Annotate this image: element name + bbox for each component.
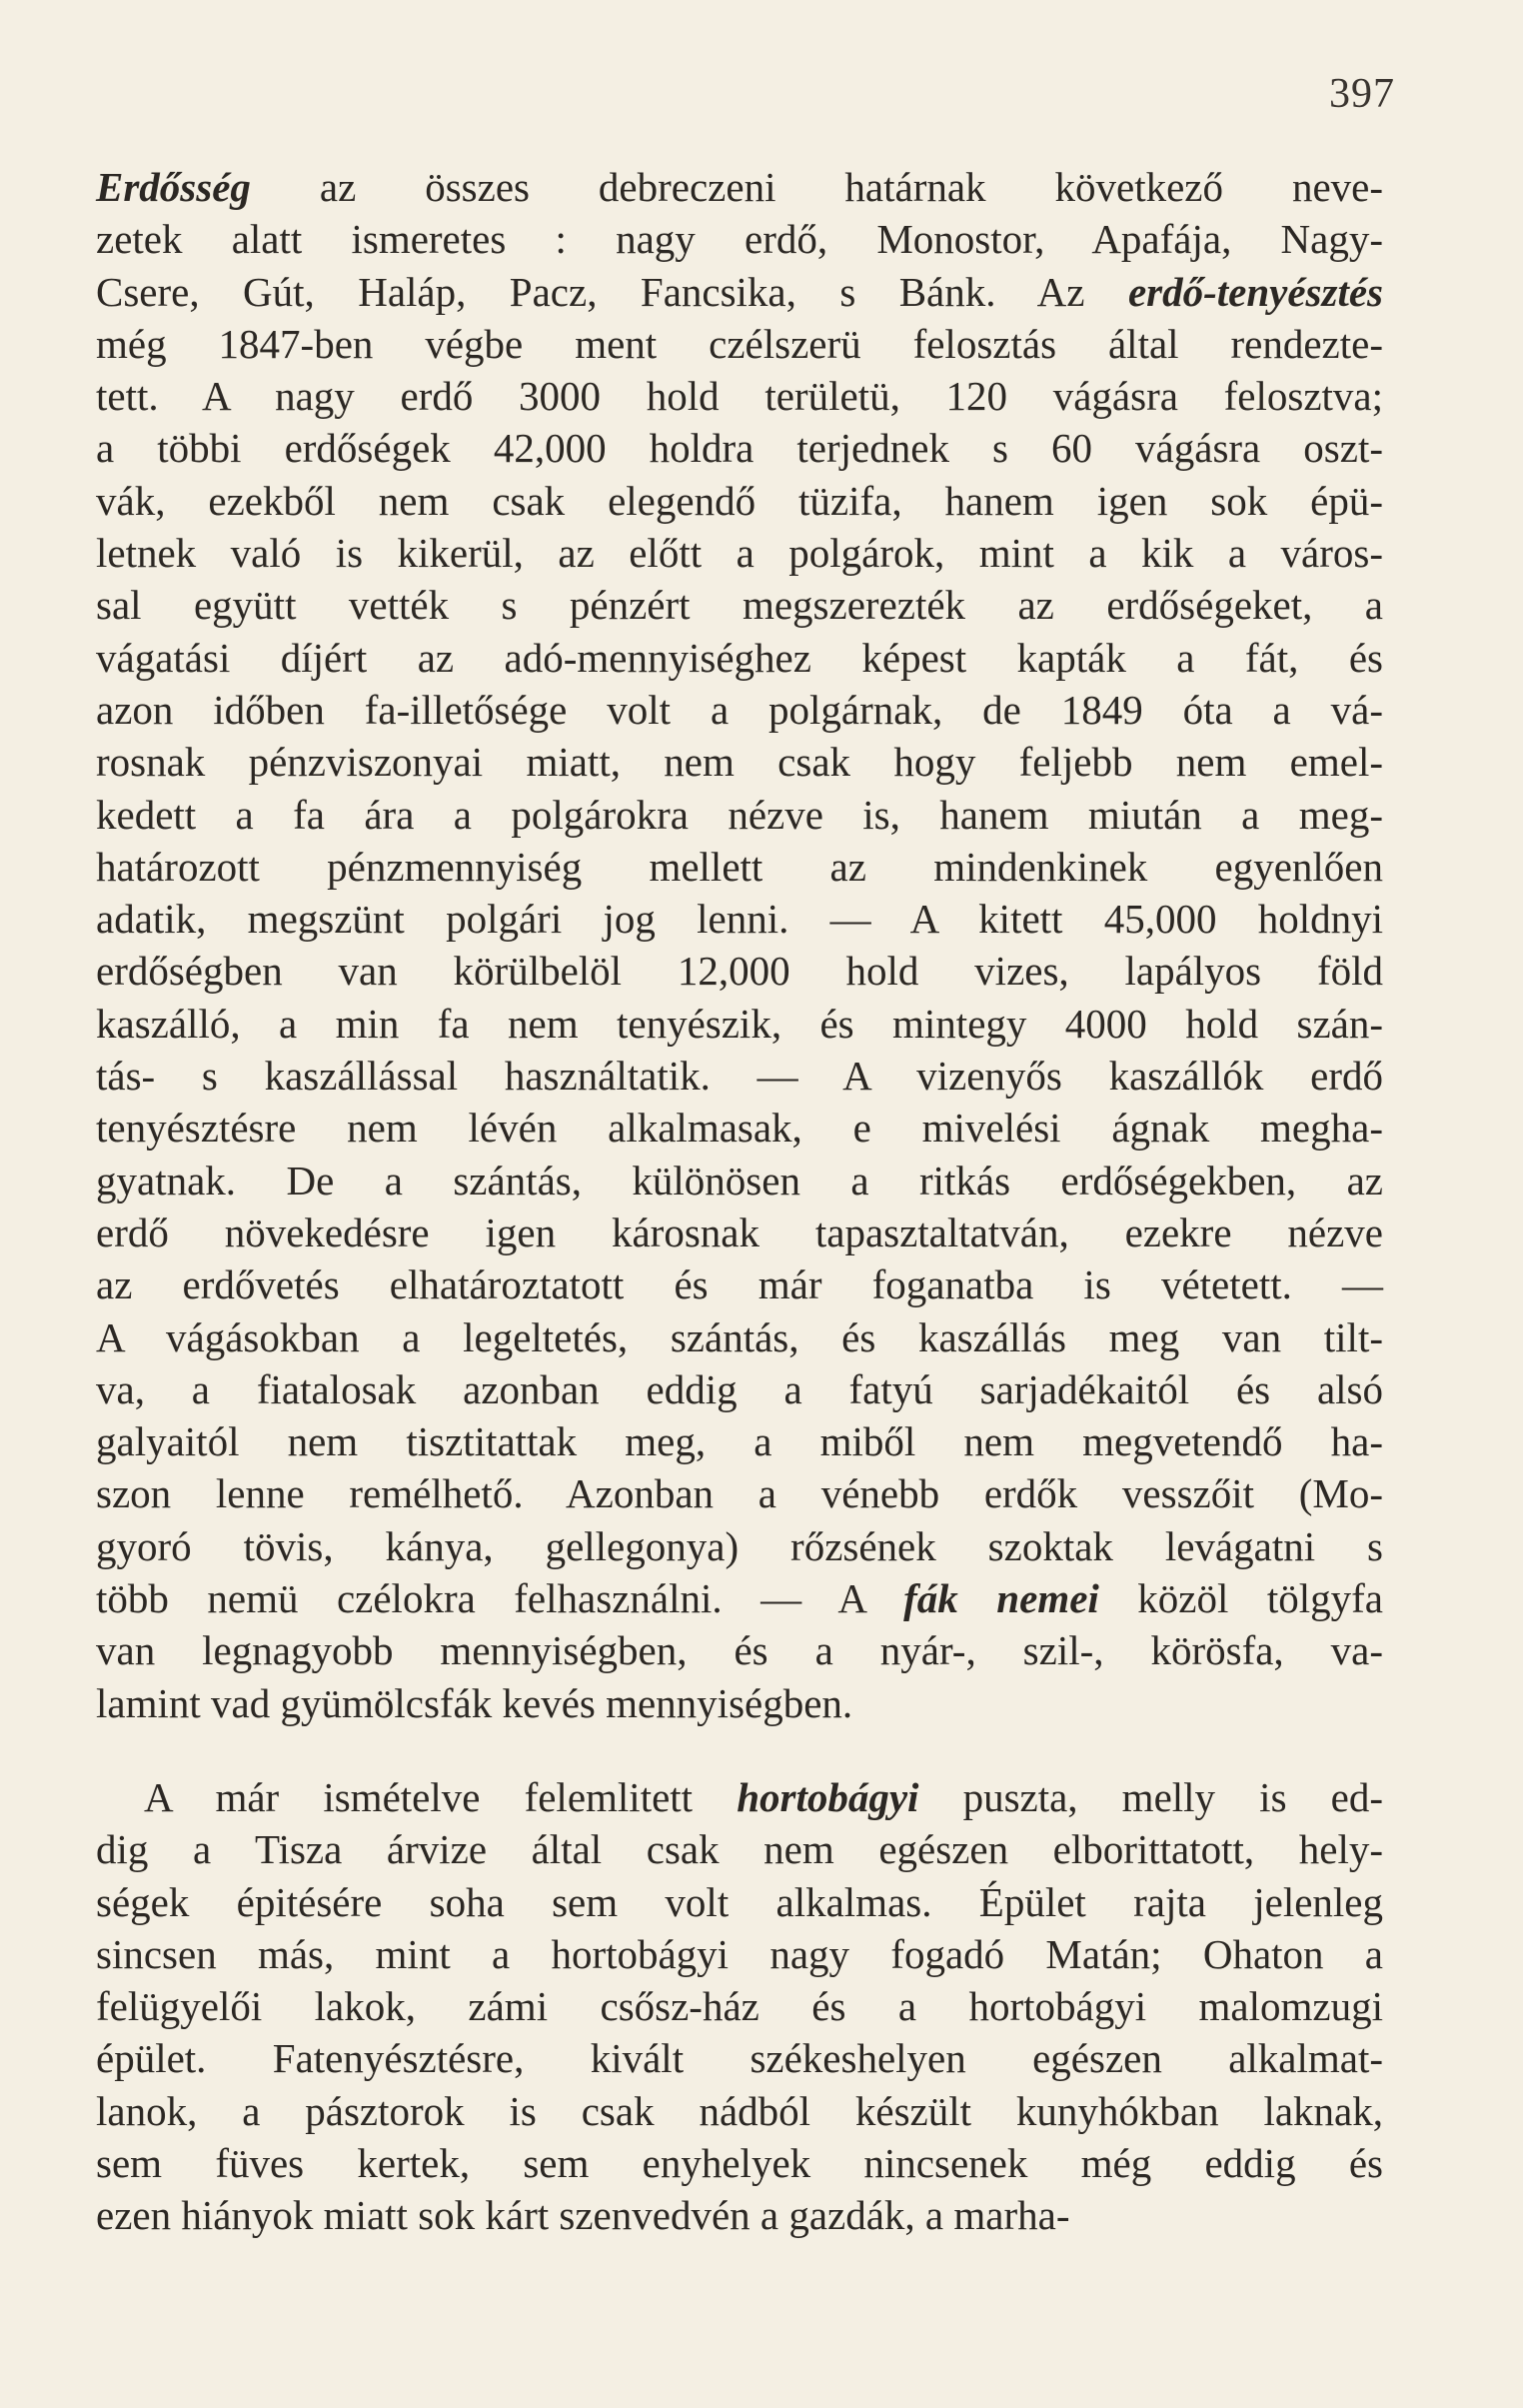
text-run: rosnak pénzviszonyai miatt, nem csak hogy feljebb nem emel- — [96, 739, 1383, 786]
text-line — [96, 1363, 1383, 1415]
text-run: közöl tölgyfa — [1098, 1575, 1383, 1622]
text-run: lamint vad gyümölcsfák kevés mennyiségben. — [96, 1679, 853, 1726]
paragraph-hortobagy — [96, 1771, 1383, 2242]
text-run: puszta, melly is ed- — [918, 1774, 1383, 1820]
text-run: felügyelői lakok, zámi csősz-ház és a hortobágyi malomzugi — [96, 1983, 1383, 2030]
emphasized-term: Erdősség — [96, 164, 251, 210]
text-run: szon lenne remélhető. Azonban a vénebb erdők vesszőit (Mo- — [96, 1470, 1383, 1517]
text-run: galyaitól nem tisztitattak meg, a miből nem megvetendő ha- — [96, 1418, 1383, 1465]
text-line — [96, 1467, 1383, 1519]
text-line — [96, 1624, 1383, 1676]
text-run: va, a fiatalosak azonban eddig a fatyú sarjadékaitól és alsó — [96, 1365, 1383, 1412]
text-line — [96, 161, 1383, 213]
text-run: az erdővetés elhatároztatott és már foganatba is vétetett. — — [96, 1261, 1383, 1308]
text-line — [96, 1771, 1383, 1823]
page-number: 397 — [1329, 71, 1395, 117]
text-line — [96, 370, 1383, 422]
text-line — [96, 1206, 1383, 1258]
text-line — [96, 1102, 1383, 1154]
text-run: több nemü czélokra felhasználni. — A — [96, 1575, 904, 1622]
text-run: kaszálló, a min fa nem tenyészik, és mintegy 4000 hold szán- — [96, 1000, 1383, 1047]
text-run: tás- s kaszállással használtatik. — A vizenyős kaszállók erdő — [96, 1053, 1383, 1100]
text-line — [96, 2032, 1383, 2084]
text-line — [96, 527, 1383, 579]
text-line — [96, 1050, 1383, 1102]
text-run: van legnagyobb mennyiségben, és a nyár-, szil-, körösfa, va- — [96, 1627, 1383, 1674]
text-line — [96, 1258, 1383, 1310]
text-line — [96, 789, 1383, 841]
text-run: vágatási díjért az adó-mennyiséghez képest kapták a fát, és — [96, 634, 1383, 681]
text-run: zetek alatt ismeretes : nagy erdő, Monostor, Apafája, Nagy- — [96, 216, 1383, 263]
text-line — [96, 1980, 1383, 2032]
text-run: Csere, Gút, Haláp, Pacz, Fancsika, s Bánk. Az — [96, 268, 1128, 315]
text-run: adatik, megszünt polgári jog lenni. — A kitett 45,000 holdnyi — [96, 896, 1383, 943]
text-run: letnek való is kikerül, az előtt a polgárok, mint a kik a város- — [96, 530, 1383, 577]
text-line — [96, 1677, 1383, 1729]
text-run: lanok, a pásztorok is csak nádból készült kunyhókban laknak, — [96, 2087, 1383, 2134]
text-line — [96, 684, 1383, 736]
text-line — [96, 266, 1383, 318]
text-run: a többi erdőségek 42,000 holdra terjednek s 60 vágásra oszt- — [96, 425, 1383, 472]
text-line — [96, 2085, 1383, 2137]
text-line — [96, 2189, 1383, 2241]
text-run: erdő növekedésre igen károsnak tapasztaltatván, ezekre nézve — [96, 1208, 1383, 1255]
text-run: sem füves kertek, sem enyhelyek nincsenek még eddig és — [96, 2140, 1383, 2187]
text-run: vák, ezekből nem csak elegendő tüzifa, hanem igen sok épü- — [96, 477, 1383, 524]
text-line — [96, 1928, 1383, 1980]
text-run: kedett a fa ára a polgárokra nézve is, hanem miután a meg- — [96, 791, 1383, 838]
text-line — [96, 2137, 1383, 2189]
text-run: gyatnak. De a szántás, különösen a ritkás erdőségekben, az — [96, 1157, 1383, 1204]
text-run: tett. A nagy erdő 3000 hold területü, 120 vágásra felosztva; — [96, 373, 1383, 420]
text-line — [96, 893, 1383, 945]
text-run: sincsen más, mint a hortobágyi nagy fogadó Matán; Ohaton a — [96, 1930, 1383, 1977]
text-run: gyoró tövis, kánya, gellegonya) rőzsének szoktak levágatni s — [96, 1522, 1383, 1569]
text-line — [96, 1823, 1383, 1875]
text-line — [96, 1876, 1383, 1928]
text-run: dig a Tisza árvize által csak nem egészen elborittatott, hely- — [96, 1826, 1383, 1873]
text-line — [96, 422, 1383, 474]
text-line — [96, 475, 1383, 527]
text-run: épület. Fatenyésztésre, kivált székeshelyen egészen alkalmat- — [96, 2035, 1383, 2082]
text-line — [96, 1520, 1383, 1572]
text-run: tenyésztésre nem lévén alkalmasak, e mivelési ágnak megha- — [96, 1105, 1383, 1152]
text-run: erdőségben van körülbelöl 12,000 hold vizes, lapályos föld — [96, 948, 1383, 995]
text-run: sal együtt vették s pénzért megszerezték az erdőségeket, a — [96, 582, 1383, 629]
text-line — [96, 1311, 1383, 1363]
text-run: ségek épitésére soha sem volt alkalmas. Épület rajta jelenleg — [96, 1878, 1383, 1925]
text-run: A már ismételve felemlitett — [144, 1774, 738, 1820]
text-line — [96, 213, 1383, 265]
text-run: ezen hiányok miatt sok kárt szenvedvén a gazdák, a marha- — [96, 2192, 1070, 2239]
text-line — [96, 632, 1383, 684]
text-line — [96, 998, 1383, 1050]
emphasized-term: erdő-tenyésztés — [1127, 268, 1383, 315]
text-line — [96, 1415, 1383, 1467]
paragraph-forestry — [96, 161, 1383, 1729]
text-line — [96, 841, 1383, 893]
text-run: A vágásokban a legeltetés, szántás, és kaszállás meg van tilt- — [96, 1313, 1383, 1360]
text-line — [96, 736, 1383, 788]
emphasized-term: hortobágyi — [737, 1774, 919, 1820]
text-line — [96, 945, 1383, 997]
text-line — [96, 579, 1383, 631]
text-run: még 1847-ben végbe ment czélszerü felosztás által rendezte- — [96, 320, 1383, 367]
text-run: határozott pénzmennyiség mellett az mindenkinek egyenlően — [96, 843, 1383, 890]
text-run: azon időben fa-illetősége volt a polgárnak, de 1849 óta a vá- — [96, 686, 1383, 733]
text-line — [96, 1155, 1383, 1206]
emphasized-term: fák nemei — [903, 1575, 1099, 1622]
text-run: az összes debreczeni határnak következő neve- — [250, 164, 1383, 210]
text-line — [96, 318, 1383, 370]
text-line — [96, 1572, 1383, 1624]
